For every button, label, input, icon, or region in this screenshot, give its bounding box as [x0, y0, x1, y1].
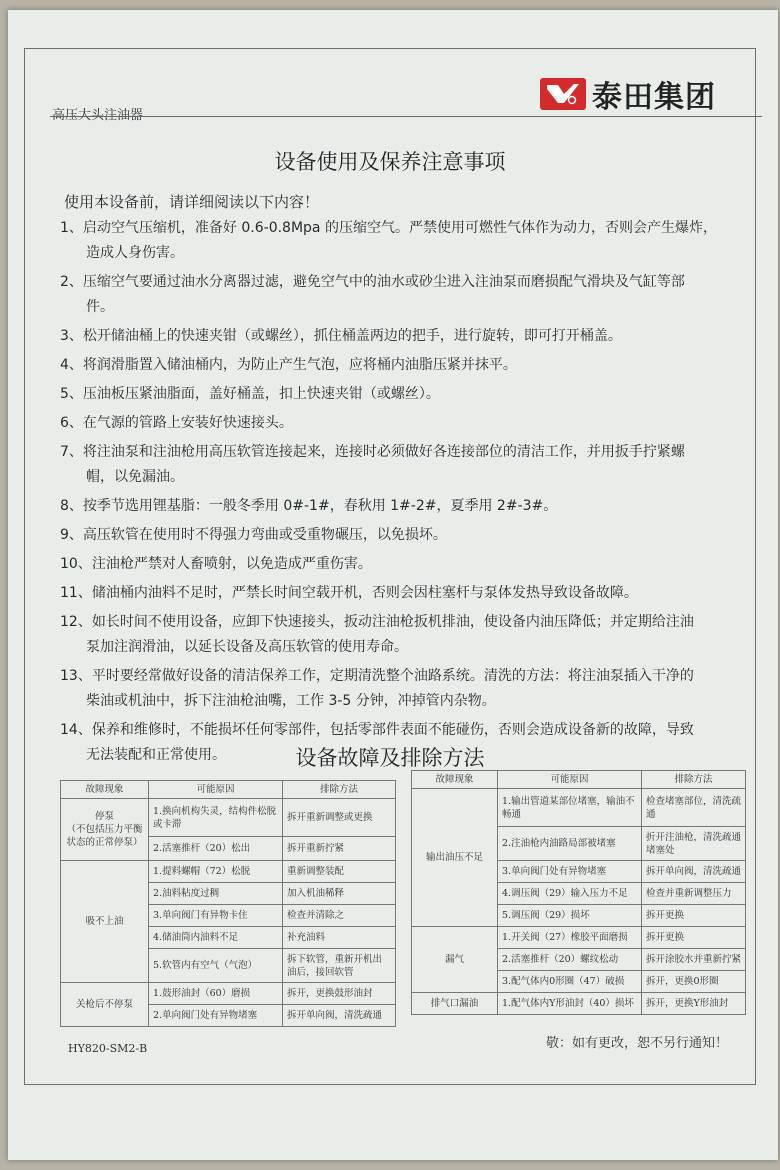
fix-cell: 拆开重新拧紧: [283, 837, 396, 861]
cause-cell: 1.鼓形油封（60）磨损: [149, 983, 283, 1005]
document-code: HY820-SM2-B: [68, 1042, 148, 1055]
item-text: 保养和维修时，不能损坏任何零部件，包括零部件表面不能碰伤，否则会造成设备新的故障，导致: [91, 722, 694, 738]
fault-table-right: [411, 770, 746, 1015]
item-number: 8、: [60, 498, 83, 514]
cause-cell: 2.活塞推杆（20）松出: [149, 837, 283, 861]
item-number: 12、: [60, 614, 92, 630]
symptom-cell: 输出油压不足: [412, 789, 498, 927]
item-text: 注油枪严禁对人畜喷射，以免造成严重伤害。: [91, 556, 372, 572]
item-number: 13、: [60, 668, 92, 684]
product-name: 高压大头注油器: [52, 108, 144, 123]
table-row: [61, 983, 396, 1005]
item-continuation: 无法装配和正常使用。: [86, 747, 226, 763]
header-cause: 可能原因: [149, 781, 283, 799]
fix-cell: 检查堵塞部位，清洗疏通: [642, 789, 746, 827]
cause-cell: 2.单向阀门处有异物堵塞: [149, 1005, 283, 1027]
table-row: [412, 993, 746, 1015]
list-item: [60, 581, 740, 606]
item-text: 将润滑脂置入储油桶内，为防止产生气泡，应将桶内油脂压紧并抹平。: [82, 357, 517, 373]
company-logo-icon: [540, 78, 586, 110]
section-title-faults: 设备故障及排除方法: [295, 746, 485, 770]
fix-cell: 拆开重新调整或更换: [283, 799, 396, 837]
list-item: [60, 216, 740, 266]
cause-cell: 2.油料粘度过稠: [149, 883, 283, 905]
list-item: [60, 270, 740, 320]
fix-cell: 拆开涂胶水并重新拧紧: [642, 949, 746, 971]
item-text: 将注油泵和注油枪用高压软管连接起来，连接时必须做好各连接部位的清洁工作，并用扳手拧紧螺: [82, 444, 685, 460]
item-number: 9、: [60, 527, 83, 543]
table-row: [412, 927, 746, 949]
item-text: 按季节选用锂基脂：一般冬季用 0#-1#，春秋用 1#-2#，夏季用 2#-3#。: [82, 498, 558, 514]
header-cause: 可能原因: [498, 771, 642, 789]
header-fix: 排除方法: [642, 771, 746, 789]
cause-cell: 3.单向阀门处有异物堵塞: [498, 861, 642, 883]
company-logo: [540, 72, 716, 116]
cause-cell: 1.提料螺帽（72）松脱: [149, 861, 283, 883]
item-text: 如长时间不使用设备，应卸下快速接头，扳动注油枪扳机排油，使设备内油压降低；并定期给注油: [91, 614, 694, 630]
symptom-cell: 停泵 （不包括压力平衡 状态的正常停泵）: [61, 799, 149, 861]
list-item: [60, 324, 740, 349]
fix-cell: 拆开单向阀，清洗疏通: [283, 1005, 396, 1027]
item-text: 松开储油桶上的快速夹钳（或螺丝），抓住桶盖两边的把手，进行旋转，即可打开桶盖。: [82, 328, 622, 344]
fix-cell: 拆开更换: [642, 905, 746, 927]
fix-cell: 拆下软管，重新开机出油后，接回软管: [283, 949, 396, 983]
cause-cell: 4.储油筒内油料不足: [149, 927, 283, 949]
table-row: [412, 789, 746, 827]
item-continuation: 帽，以免漏油。: [86, 469, 184, 485]
item-number: 4、: [60, 357, 83, 373]
list-item: [60, 411, 740, 436]
list-item: [60, 353, 740, 378]
item-text: 高压软管在使用时不得强力弯曲或受重物碾压，以免损坏。: [82, 527, 447, 543]
instruction-list: [60, 216, 740, 772]
item-text: 压油板压紧油脂面，盖好桶盖，扣上快速夹钳（或螺丝）。: [82, 386, 440, 402]
fix-cell: 拆开单向阀，清洗疏通: [642, 861, 746, 883]
symptom-cell: 关枪后不停泵: [61, 983, 149, 1027]
cause-cell: 1.开关阀（27）橡胶平面磨损: [498, 927, 642, 949]
fix-cell: 检查并重新调整压力: [642, 883, 746, 905]
item-number: 1、: [60, 220, 83, 236]
item-number: 10、: [60, 556, 92, 572]
fix-cell: 补充油料: [283, 927, 396, 949]
table-row: [61, 861, 396, 883]
list-item: [60, 440, 740, 490]
list-item: [60, 610, 740, 660]
item-text: 压缩空气要通过油水分离器过滤，避免空气中的油水或砂尘进入注油泵而磨损配气滑块及气缸等部: [82, 274, 685, 290]
fix-cell: 拆开更换: [642, 927, 746, 949]
item-number: 5、: [60, 386, 83, 402]
item-text: 平时要经常做好设备的清洁保养工作，定期清洗整个油路系统。清洗的方法：将注油泵插入干净的: [91, 668, 694, 684]
fix-cell: 拆开，更换Y形油封: [642, 993, 746, 1015]
fix-cell: 重新调整装配: [283, 861, 396, 883]
item-number: 2、: [60, 274, 83, 290]
symptom-cell: 吸不上油: [61, 861, 149, 983]
item-number: 7、: [60, 444, 83, 460]
cause-cell: 1.配气体内Y形油封（40）损坏: [498, 993, 642, 1015]
footer-notice: 敬：如有更改，恕不另行通知！: [546, 1036, 729, 1051]
item-continuation: 件。: [86, 299, 114, 315]
cause-cell: 5.软管内有空气（气泡）: [149, 949, 283, 983]
section-title-usage: 设备使用及保养注意事项: [274, 150, 506, 174]
item-number: 14、: [60, 722, 92, 738]
item-continuation: 柴油或机油中，拆下注油枪油嘴，工作 3-5 分钟，冲掉管内杂物。: [86, 693, 496, 709]
company-name: 泰田集团: [592, 80, 716, 115]
table-header-row: [61, 781, 396, 799]
fault-table-left: [60, 780, 396, 1027]
cause-cell: 5.调压阀（29）损坏: [498, 905, 642, 927]
cause-cell: 2.活塞推杆（20）螺纹松动: [498, 949, 642, 971]
cause-cell: 1.换向机构失灵，结构件松脱或卡滞: [149, 799, 283, 837]
list-item: [60, 664, 740, 714]
item-number: 6、: [60, 415, 83, 431]
fix-cell: 拆开，更换鼓形油封: [283, 983, 396, 1005]
intro-text: 使用本设备前，请详细阅读以下内容！: [64, 193, 320, 211]
item-continuation: 泵加注润滑油，以延长设备及高压软管的使用寿命。: [86, 639, 408, 655]
item-number: 11、: [60, 585, 92, 601]
item-number: 3、: [60, 328, 83, 344]
header-fix: 排除方法: [283, 781, 396, 799]
list-item: [60, 523, 740, 548]
list-item: [60, 552, 740, 577]
fix-cell: 加入机油稀释: [283, 883, 396, 905]
cause-cell: 3.配气体内0形圈（47）破损: [498, 971, 642, 993]
header-divider: [50, 116, 762, 117]
fix-cell: 拆开，更换0形圈: [642, 971, 746, 993]
item-text: 储油桶内油料不足时，严禁长时间空载开机，否则会因柱塞杆与泵体发热导致设备故障。: [91, 585, 638, 601]
table-header-row: [412, 771, 746, 789]
item-continuation: 造成人身伤害。: [86, 245, 184, 261]
list-item: [60, 494, 740, 519]
item-text: 在气源的管路上安装好快速接头。: [82, 415, 293, 431]
fix-cell: 检查并清除之: [283, 905, 396, 927]
header-symptom: 故障现象: [412, 771, 498, 789]
table-row: [61, 799, 396, 837]
item-text: 启动空气压缩机，准备好 0.6-0.8Mpa 的压缩空气。严禁使用可燃性气体作为动力，否则会产生爆炸，: [82, 220, 717, 236]
cause-cell: 3.单向阀门有异物卡住: [149, 905, 283, 927]
list-item: [60, 382, 740, 407]
symptom-cell: 漏气: [412, 927, 498, 993]
cause-cell: 1.输出管道某部位堵塞，输油不畅通: [498, 789, 642, 827]
symptom-cell: 排气口漏油: [412, 993, 498, 1015]
header-symptom: 故障现象: [61, 781, 149, 799]
fix-cell: 折开注油枪，清洗疏通堵塞处: [642, 827, 746, 861]
cause-cell: 2.注油枪内油路局部被堵塞: [498, 827, 642, 861]
cause-cell: 4.调压阀（29）输入压力不足: [498, 883, 642, 905]
